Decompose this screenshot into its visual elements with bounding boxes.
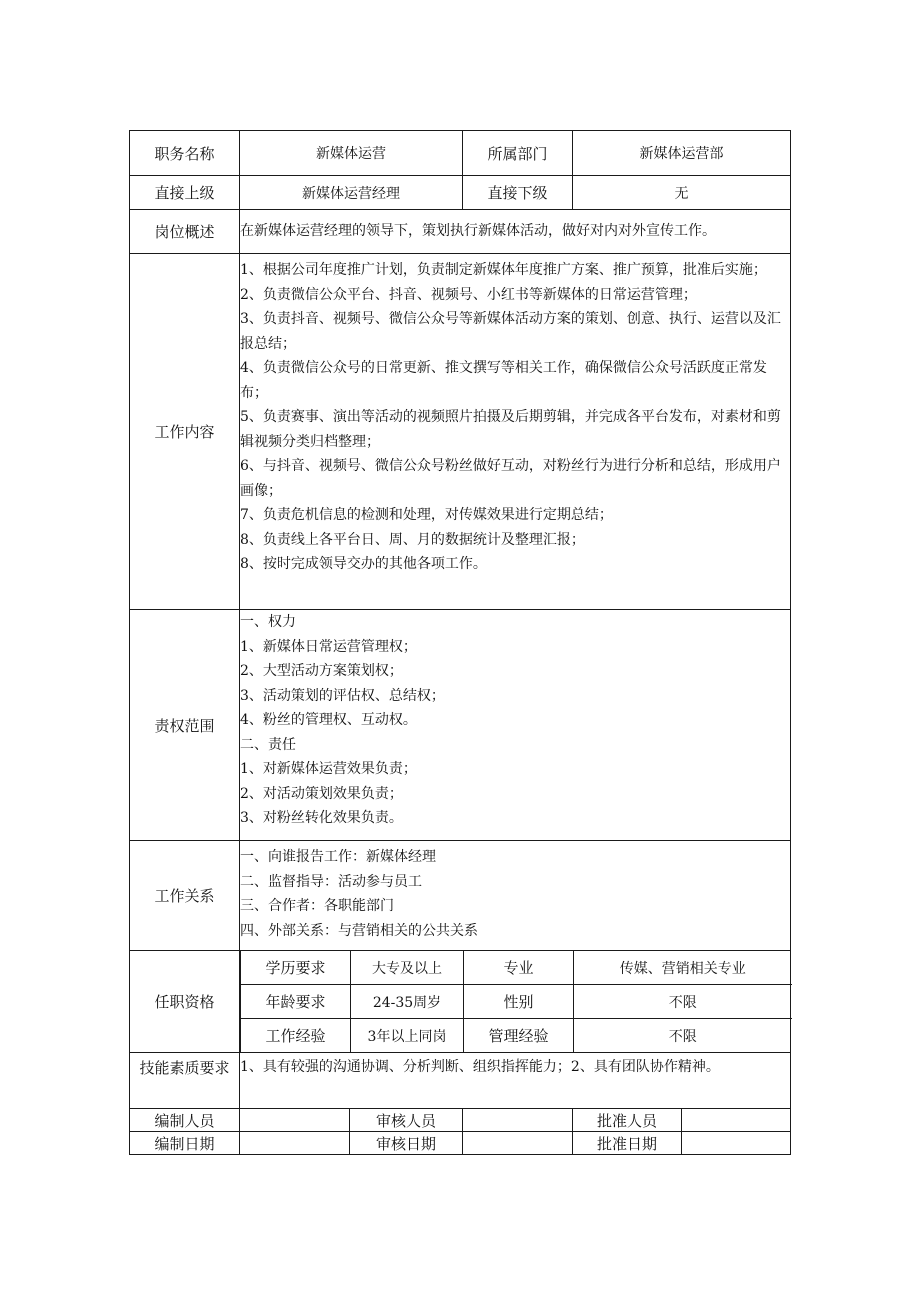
approval-date-field[interactable] bbox=[682, 1132, 791, 1155]
authority-label: 责权范围 bbox=[130, 610, 240, 841]
table-row bbox=[241, 985, 792, 1019]
work-content-label: 工作内容 bbox=[130, 254, 240, 610]
list-item: 5、负责赛事、演出等活动的视频照片拍摄及后期剪辑，并完成各平台发布，对素材和剪辑视频分类归档整理； bbox=[240, 409, 781, 450]
department-label: 所属部门 bbox=[463, 131, 573, 176]
review-date-field[interactable] bbox=[463, 1132, 573, 1155]
list-item: 四、外部关系：与营销相关的公共关系 bbox=[240, 922, 478, 939]
job-title-value: 新媒体运营 bbox=[240, 131, 463, 176]
list-item: 2、对活动策划效果负责； bbox=[240, 785, 403, 802]
subordinate-label: 直接下级 bbox=[463, 176, 573, 210]
management-experience-value: 不限 bbox=[574, 1019, 792, 1053]
table-row bbox=[241, 1019, 792, 1053]
row-skills bbox=[130, 1053, 791, 1109]
row-signoff-dates bbox=[130, 1132, 791, 1155]
job-description-table bbox=[129, 130, 791, 1155]
reviewer-label: 审核人员 bbox=[350, 1109, 463, 1132]
list-item: 二、监督指导：活动参与员工 bbox=[240, 873, 422, 890]
age-value: 24-35周岁 bbox=[351, 985, 464, 1019]
list-item: 8、负责线上各平台日、周、月的数据统计及整理汇报； bbox=[240, 531, 585, 548]
management-experience-label: 管理经验 bbox=[464, 1019, 574, 1053]
gender-value: 不限 bbox=[574, 985, 792, 1019]
list-item: 1、新媒体日常运营管理权； bbox=[240, 638, 417, 655]
row-authority bbox=[130, 610, 791, 841]
approver-field[interactable] bbox=[682, 1109, 791, 1132]
list-item: 3、活动策划的评估权、总结权； bbox=[240, 687, 445, 704]
experience-label: 工作经验 bbox=[241, 1019, 351, 1053]
review-date-label: 审核日期 bbox=[350, 1132, 463, 1155]
preparer-field[interactable] bbox=[240, 1109, 350, 1132]
row-signoff-people bbox=[130, 1109, 791, 1132]
gender-label: 性别 bbox=[464, 985, 574, 1019]
list-item: 2、负责微信公众平台、抖音、视频号、小红书等新媒体的日常运营管理； bbox=[240, 286, 697, 303]
list-item: 6、与抖音、视频号、微信公众号粉丝做好互动，对粉丝行为进行分析和总结，形成用户画像； bbox=[240, 458, 781, 499]
approval-date-label: 批准日期 bbox=[573, 1132, 682, 1155]
department-value: 新媒体运营部 bbox=[573, 131, 791, 176]
education-label: 学历要求 bbox=[241, 951, 351, 985]
job-description-document bbox=[129, 130, 790, 1155]
list-item: 1、根据公司年度推广计划，负责制定新媒体年度推广方案、推广预算，批准后实施； bbox=[240, 262, 767, 278]
overview-label: 岗位概述 bbox=[130, 210, 240, 254]
preparer-label: 编制人员 bbox=[130, 1109, 240, 1132]
superior-label: 直接上级 bbox=[130, 176, 240, 210]
superior-value: 新媒体运营经理 bbox=[240, 176, 463, 210]
education-value: 大专及以上 bbox=[351, 951, 464, 985]
table-row bbox=[241, 951, 792, 985]
approver-label: 批准人员 bbox=[573, 1109, 682, 1132]
list-item: 一、权力 bbox=[240, 614, 296, 630]
skills-label: 技能素质要求 bbox=[130, 1053, 240, 1109]
list-item: 2、大型活动方案策划权； bbox=[240, 663, 403, 679]
row-qualifications bbox=[130, 951, 791, 1053]
prepared-date-label: 编制日期 bbox=[130, 1132, 240, 1155]
overview-text: 在新媒体运营经理的领导下，策划执行新媒体活动，做好对内对外宣传工作。 bbox=[240, 210, 791, 254]
major-label: 专业 bbox=[464, 951, 574, 985]
experience-value: 3年以上同岗 bbox=[351, 1019, 464, 1053]
job-title-label: 职务名称 bbox=[130, 131, 240, 176]
row-reporting bbox=[130, 176, 791, 210]
prepared-date-field[interactable] bbox=[240, 1132, 350, 1155]
work-content-list bbox=[240, 254, 791, 610]
skills-text: 1、具有较强的沟通协调、分析判断、组织指挥能力；2、具有团队协作精神。 bbox=[240, 1053, 791, 1109]
qualifications-grid bbox=[240, 951, 791, 1053]
row-work-content bbox=[130, 254, 791, 610]
qualifications-label: 任职资格 bbox=[130, 951, 240, 1053]
major-value: 传媒、营销相关专业 bbox=[574, 951, 792, 985]
row-job-title bbox=[130, 131, 791, 176]
age-label: 年龄要求 bbox=[241, 985, 351, 1019]
relations-label: 工作关系 bbox=[130, 841, 240, 951]
list-item: 3、对粉丝转化效果负责。 bbox=[240, 810, 403, 826]
list-item: 二、责任 bbox=[240, 736, 296, 753]
row-overview bbox=[130, 210, 791, 254]
authority-list bbox=[240, 610, 791, 841]
list-item: 三、合作者：各职能部门 bbox=[240, 898, 394, 914]
list-item: 3、负责抖音、视频号、微信公众号等新媒体活动方案的策划、创意、执行、运营以及汇报总结； bbox=[240, 311, 781, 352]
row-relations bbox=[130, 841, 791, 951]
list-item: 4、粉丝的管理权、互动权。 bbox=[240, 712, 417, 728]
list-item: 4、负责微信公众号的日常更新、推文撰写等相关工作，确保微信公众号活跃度正常发布； bbox=[240, 360, 767, 401]
reviewer-field[interactable] bbox=[463, 1109, 573, 1132]
list-item: 1、对新媒体运营效果负责； bbox=[240, 761, 417, 777]
list-item: 一、向谁报告工作：新媒体经理 bbox=[240, 849, 436, 865]
list-item: 7、负责危机信息的检测和处理，对传媒效果进行定期总结； bbox=[240, 507, 613, 523]
relations-list bbox=[240, 841, 791, 951]
subordinate-value: 无 bbox=[573, 176, 791, 210]
list-item: 8、按时完成领导交办的其他各项工作。 bbox=[240, 556, 487, 572]
